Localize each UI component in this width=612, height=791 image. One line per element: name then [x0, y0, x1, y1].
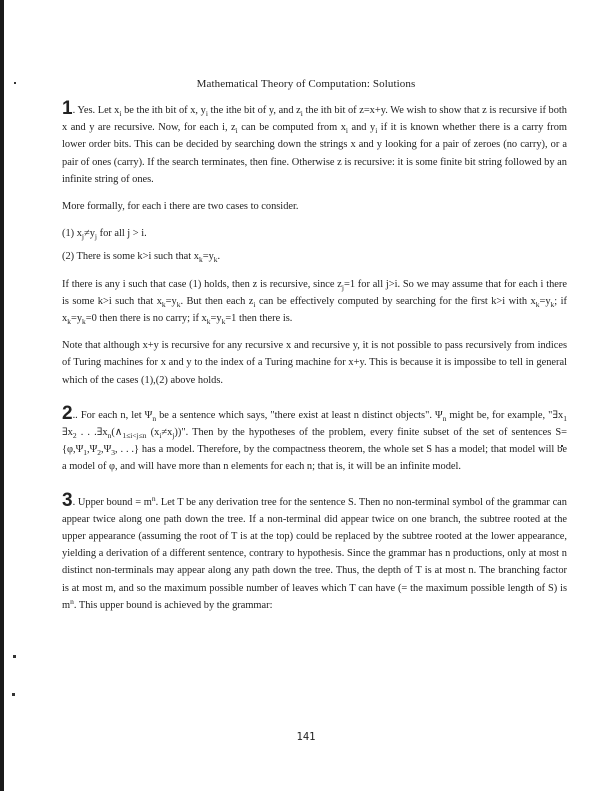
document-body	[62, 100, 567, 624]
case-2: (2) There is some k>i such that $x_k=y_k$.	[62, 251, 221, 265]
problem-1-intro: 1. Yes. Let $x_i$ be the ith bit of x, $y_i$ the ithe bit of y, and $z_i$ the ith bit of z=x+y. We wish to show that z is recursive if both x and y are recursive. Now, for each i, $z_i$ can be computed from $x_i$ and $y_i$ if it is known whether there is a carry from lower order bits. This can be decided by searching down the strings x and y looking for a pair of zeroes (no carry), or a pair of ones (carry). If the search terminates, then fine. Otherwise z is recursive: it is some finite bit string followed by an infinite string of ones.	[62, 98, 567, 185]
problem-number: 2	[62, 402, 73, 424]
case-1: (1) $x_j\ne y_j$ for all j > i.	[62, 228, 147, 242]
problem-3: 3. Upper bound = $m^n$. Let T be any derivation tree for the sentence S. Then no non-terminal symbol of the grammar can appear twice along one path down the tree. If a non-terminal did appear twice on one branch, the subtree rooted at the upper appearance (assuming the root of T is at the top) could be replaced by the subtree rooted at the lower appearance, yielding a derivation of a different sentence, contrary to hypothesis. Since the grammar has n productions, only at most n distinct non-terminals may appear along any path down the tree. Thus, the depth of T is at most n. The branching factor is at most m, and so the maximum possible number of leaves which T can have (= the maximum possible length of S) is $m^n$. This upper bound is achieved by the grammar:	[62, 489, 567, 611]
page-number: 141	[296, 731, 316, 743]
problem-number: 1	[62, 98, 73, 119]
problem-1-cases-intro: More formally, for each i there are two cases to consider.	[62, 201, 299, 213]
scan-border	[0, 0, 4, 791]
problem-1-argument: If there is any i such that case (1) holds, then z is recursive, since $z_j=1$ for all j>i. So we may assume that for each i there is some k>i such that $x_k=y_k$. But then each $z_i$ can be effectively computed by searching for the first k>i with $x_k=y_k$; if $x_k=y_k=0$ then there is no carry; if $x_k=y_k=1$ then there is.	[62, 278, 567, 327]
problem-2: 2.. For each n, let $\Psi_n$ be a sentence which says, "there exist at least n distinct objects". $\Psi_n$ might be, for example, "$\exists x_1$ $\exists x_2$ . . $.\exists x_n(\wedge_{1\le i<j\le n}$ $(x_i\ne x_j)$)". Then by the hypotheses of the problem, every finite subset of the set of sentences $S=\{\varphi,\Psi_1,\Psi_2,\Psi_3$, . . .} has a model. Therefore, by the compactness theorem, the whole set S has a model; that model will be a model of φ, and will have more than n elements for each n; that is, it will be an infinite model.	[62, 402, 568, 473]
scan-speck	[12, 693, 15, 696]
problem-number: 3	[62, 489, 73, 511]
page-title: Mathematical Theory of Computation: Solutions	[196, 78, 416, 90]
problem-1-note: Note that although x+y is recursive for any recursive x and recursive y, it is not possible to pass recursively from indices of Turing machines for x and y to the index of a Turing machine for x+y. This is because it is impossibe to tell in general which of the cases (1),(2) above holds.	[62, 340, 567, 386]
scan-speck	[13, 655, 16, 658]
